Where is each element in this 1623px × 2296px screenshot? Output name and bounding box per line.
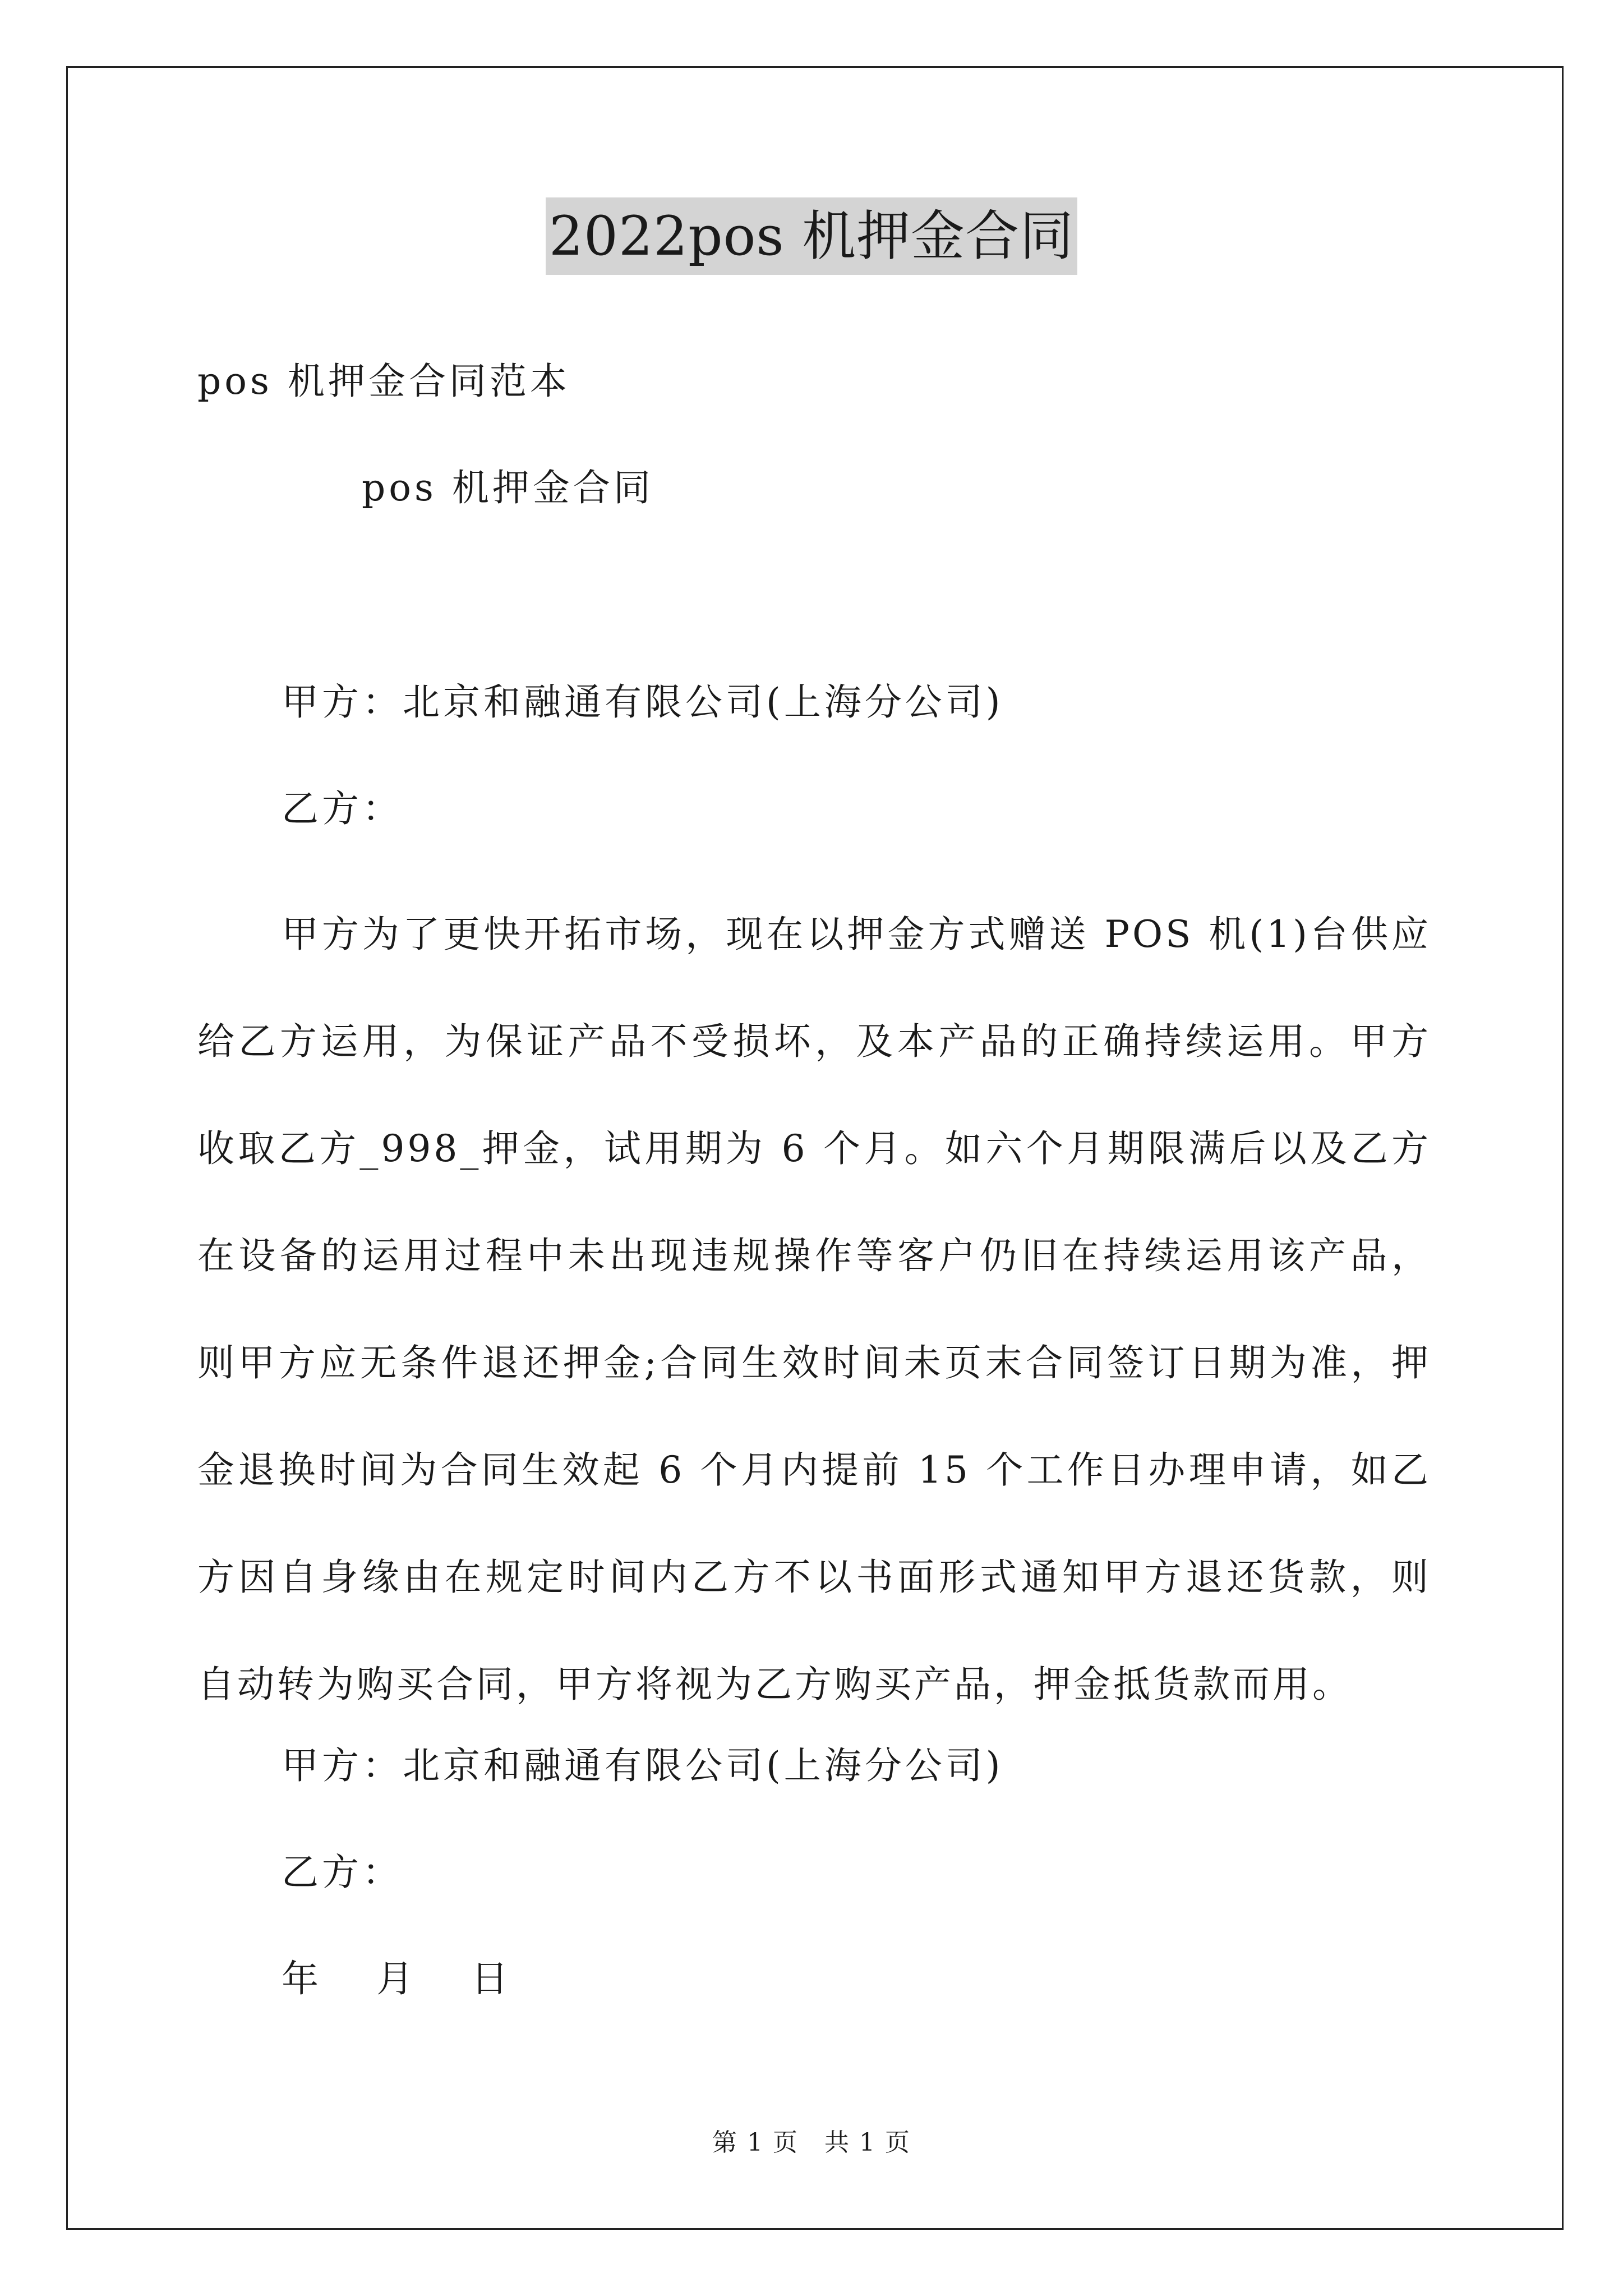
- contract-body: 甲方为了更快开拓市场，现在以押金方式赠送 POS 机(1)台供应给乙方运用，为保证产品不受损坏，及本产品的正确持续运用。甲方收取乙方_998_押金，试用期为 6 个月。如六个月期限满后以及乙方在设备的运用过程中未出现违规操作等客户仍旧在持续运用该产品，则甲方应无条件退还押金;合同生效时间未页末合同签订日期为准，押金退换时间为合同生效起 6 个月内提前 15 个工作日办理申请，如乙方因自身缘由在规定时间内乙方不以书面形式通知甲方退还货款，则自动转为购买合同，甲方将视为乙方购买产品，押金抵货款而用。: [197, 913, 1431, 1706]
- party-b-top: 乙方：: [282, 787, 403, 830]
- page-number: 第 1 页 共 1 页: [712, 2128, 911, 2157]
- party-a-bottom: 甲方：北京和融通有限公司(上海分公司): [282, 1744, 1004, 1787]
- document-title: 2022pos 机押金合同: [546, 197, 1077, 275]
- date-day: 日: [471, 1957, 511, 2000]
- title-container: [0, 197, 1623, 275]
- party-a-top: 甲方：北京和融通有限公司(上海分公司): [282, 680, 1004, 724]
- date-line: [282, 1957, 551, 2001]
- date-year: 年: [282, 1957, 322, 2000]
- subtitle-contract: pos 机押金合同: [362, 466, 654, 509]
- date-month: 月: [376, 1957, 417, 2000]
- party-b-bottom: 乙方：: [282, 1851, 403, 1894]
- subtitle-model: pos 机押金合同范本: [197, 360, 570, 403]
